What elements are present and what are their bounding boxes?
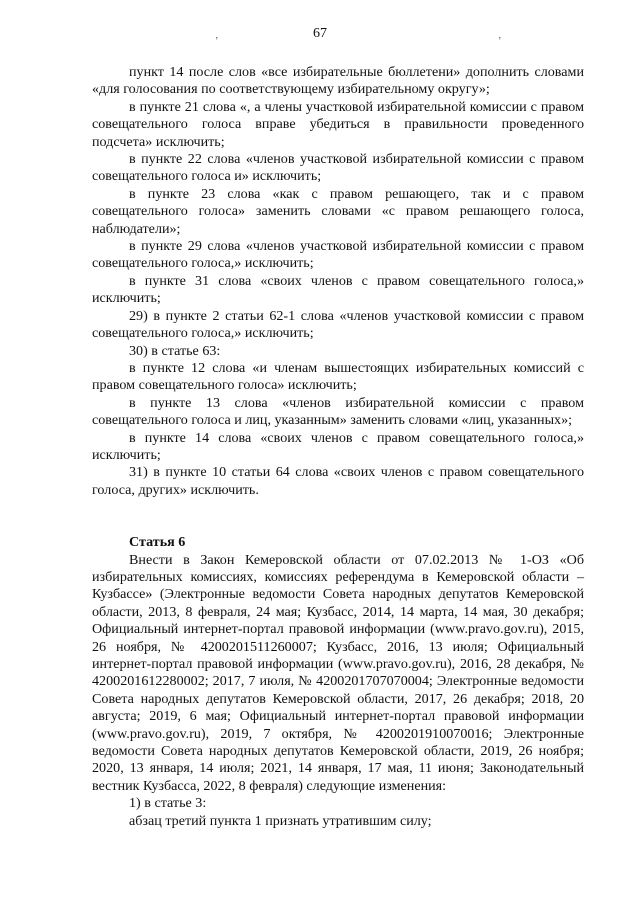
paragraph: в пункте 14 слова «своих членов с правом совещательного голоса,» исключить; bbox=[92, 429, 584, 463]
paragraph: 30) в статье 63: bbox=[129, 342, 221, 359]
scan-mark: ’ bbox=[215, 36, 219, 47]
paragraph: в пункте 22 слова «членов участковой избирательной комиссии с правом совещательного голоса и» исключить; bbox=[92, 151, 584, 185]
paragraph: 31) в пункте 10 статьи 64 слова «своих членов с правом совещательного голоса, других» исключить. bbox=[92, 464, 584, 498]
page-number: 67 bbox=[313, 26, 327, 41]
scan-mark: ’ bbox=[498, 36, 502, 47]
document-body bbox=[92, 64, 584, 830]
paragraph: в пункте 12 слова «и членам вышестоящих избирательных комиссий с правом совещательного голоса» исключить; bbox=[92, 359, 584, 394]
paragraph: в пункте 23 слова «как с правом решающего, так и с правом совещательного голоса» заменить словами «с правом решающего голоса, наблюдатели»; bbox=[92, 185, 584, 237]
paragraph: в пункте 21 слова «, а члены участковой избирательной комиссии с правом совещательного голоса вправе убедиться в правильности проведенного подсчета» исключить; bbox=[92, 98, 584, 150]
paragraph: в пункте 31 слова «своих членов с правом совещательного голоса,» исключить; bbox=[92, 272, 584, 307]
paragraph: 1) в статье 3: bbox=[129, 795, 207, 812]
paragraph: 29) в пункте 2 статьи 62-1 слова «членов участковой комиссии с правом совещательного голоса,» исключить; bbox=[92, 307, 584, 342]
paragraph: абзац третий пункта 1 признать утратившим силу; bbox=[129, 812, 432, 829]
article-heading: Статья 6 bbox=[129, 534, 186, 551]
paragraph: в пункте 29 слова «членов участковой избирательной комиссии с правом совещательного голоса,» исключить; bbox=[92, 238, 584, 272]
paragraph: Внести в Закон Кемеровской области от 07.02.2013 № 1-ОЗ «Об избирательных комиссиях, комиссиях референдума в Кемеровской области – Кузбассе» (Электронные ведомости Совета народных депутатов Кемеровской области, 2013, 8 февраля, 24 мая; Кузбасс, 2014, 14 марта, 14 мая, 30 декабря; Официальный интернет-портал правовой информации (www.pravo.gov.ru), 2015, 26 ноября, № 4200201511260007; Кузбасс, 2016, 13 июля; Официальный интернет-портал правовой информации (www.pravo.gov.ru), 2016, 28 декабря, № 4200201612280002; 2017, 7 июля, № 4200201707070004; Электронные ведомости Совета народных депутатов Кемеровской области, 2017, 26 декабря; 2018, 20 августа; 2019, 6 мая; Официальный интернет-портал правовой информации (www.pravo.gov.ru), 2019, 7 октября, № 4200201910070016; Электронные ведомости Совета народных депутатов Кемеровской области, 2019, 26 ноября; 2020, 13 января, 14 июля; 2021, 14 января, 17 мая, 11 июня; Законодательный вестник Кузбасса, 2022, 8 февраля) следующие изменения: bbox=[92, 551, 584, 794]
paragraph: в пункте 13 слова «членов избирательной комиссии с правом совещательного голоса и лиц, указанным» заменить словами «лиц, указанных»; bbox=[92, 394, 584, 429]
paragraph: пункт 14 после слов «все избирательные бюллетени» дополнить словами «для голосования по соответствующему избирательному округу»; bbox=[92, 64, 584, 98]
